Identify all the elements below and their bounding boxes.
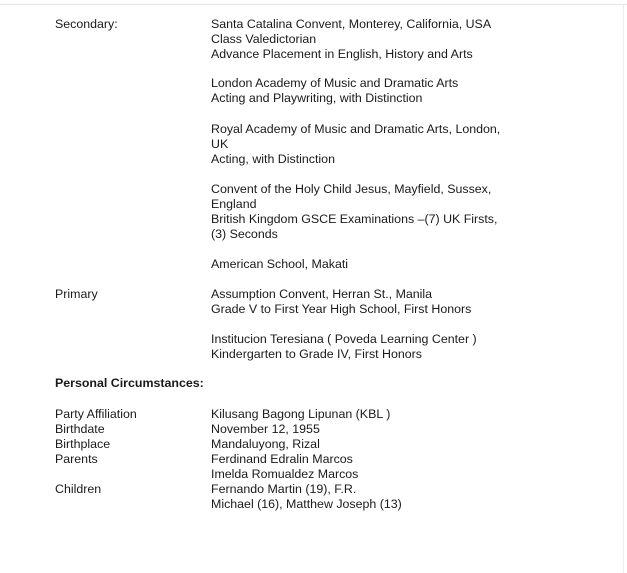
secondary-entry-1: [211, 17, 531, 62]
secondary-entry-2: [211, 76, 531, 106]
primary-label: Primary: [55, 287, 98, 301]
entry-line: (3) Seconds: [211, 227, 278, 241]
entry-line: November 12, 1955: [211, 422, 320, 436]
page-top-edge: [0, 4, 627, 5]
birthdate-value: [211, 422, 531, 437]
entry-line: Grade V to First Year High School, First Honors: [211, 302, 472, 316]
entry-line: UK: [211, 137, 229, 151]
primary-entry-1: [211, 287, 531, 317]
entry-line: Kilusang Bagong Lipunan (KBL ): [211, 407, 391, 421]
entry-line: Fernando Martin (19), F.R.: [211, 482, 357, 496]
birthplace-value: [211, 437, 531, 452]
birthplace-label: Birthplace: [55, 437, 111, 451]
entry-line: Imelda Romualdez Marcos: [211, 467, 359, 481]
entry-line: British Kingdom GSCE Examinations –(7) UK Firsts,: [211, 212, 498, 226]
entry-line: Kindergarten to Grade IV, First Honors: [211, 347, 422, 361]
entry-line: Acting, with Distinction: [211, 152, 335, 166]
secondary-entry-3: [211, 122, 531, 167]
page-right-edge: [623, 4, 624, 573]
entry-line: American School, Makati: [211, 257, 349, 271]
children-label: Children: [55, 482, 102, 496]
entry-line: Mandaluyong, Rizal: [211, 437, 320, 451]
entry-line: Assumption Convent, Herran St., Manila: [211, 287, 433, 301]
entry-line: Class Valedictorian: [211, 32, 317, 46]
entry-line: Advance Placement in English, History and Arts: [211, 47, 473, 61]
secondary-label: Secondary:: [55, 17, 118, 31]
children-value: [211, 482, 531, 512]
party-affiliation-label: Party Affiliation: [55, 407, 137, 421]
entry-line: London Academy of Music and Dramatic Arts: [211, 76, 459, 90]
secondary-entry-4: [211, 182, 531, 242]
parents-label: Parents: [55, 452, 98, 466]
entry-line: Royal Academy of Music and Dramatic Arts, London,: [211, 122, 501, 136]
entry-line: Michael (16), Matthew Joseph (13): [211, 497, 402, 511]
entry-line: Acting and Playwriting, with Distinction: [211, 91, 423, 105]
entry-line: Ferdinand Edralin Marcos: [211, 452, 353, 466]
entry-line: England: [211, 197, 257, 211]
birthdate-label: Birthdate: [55, 422, 105, 436]
entry-line: Convent of the Holy Child Jesus, Mayfield, Sussex,: [211, 182, 492, 196]
primary-entry-2: [211, 332, 531, 362]
entry-line: Santa Catalina Convent, Monterey, California, USA: [211, 17, 492, 31]
personal-circumstances-heading: Personal Circumstances:: [55, 376, 204, 390]
party-affiliation-value: [211, 407, 531, 422]
entry-line: Institucion Teresiana ( Poveda Learning Center ): [211, 332, 477, 346]
secondary-entry-5: [211, 257, 531, 272]
parents-value: [211, 452, 531, 482]
